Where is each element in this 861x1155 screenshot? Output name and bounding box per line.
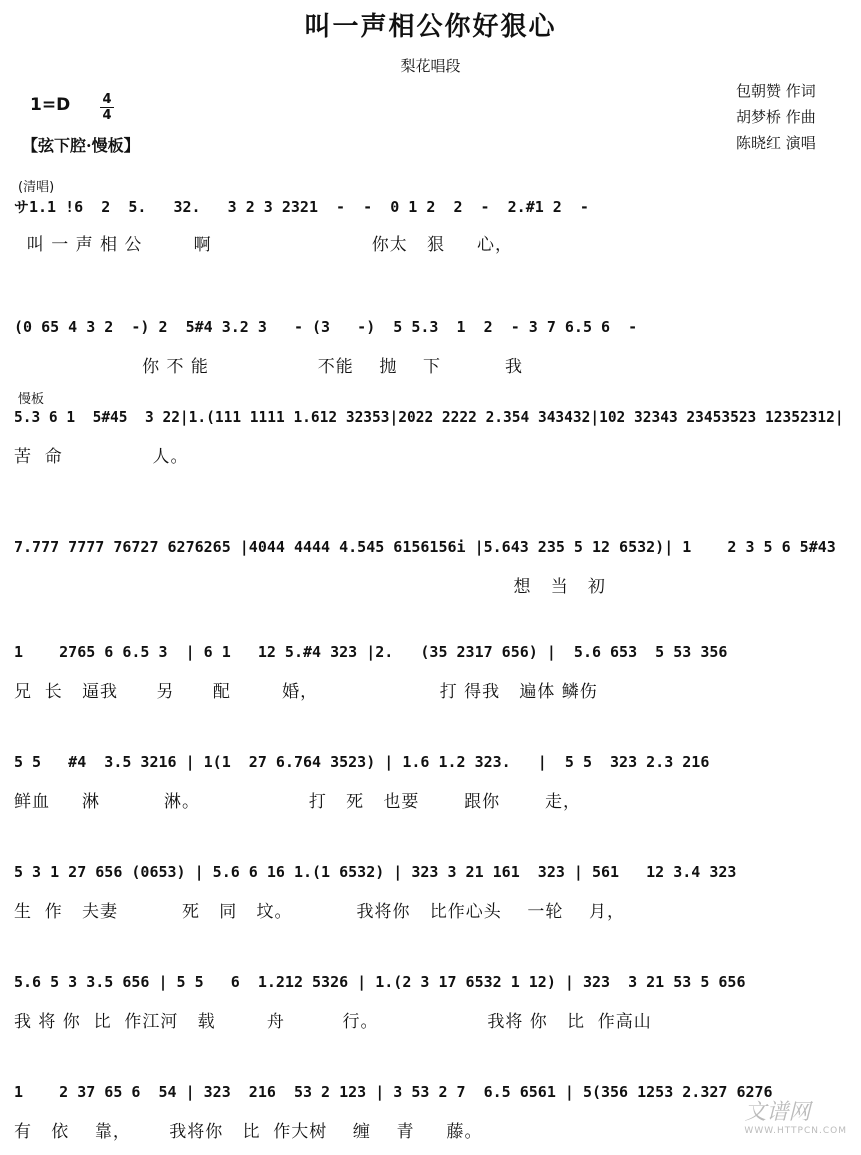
subtitle: 梨花唱段 [400,57,461,75]
lyrics-line: 我 将 你 比 作江河 载 舟 行。 我将 你 比 作高山 [14,1012,652,1032]
score-system [0,845,861,935]
watermark-url: WWW.HTTPCN.COM [744,1126,847,1136]
score-system [0,955,861,1045]
score-system [0,178,861,268]
meter-top: 4 [102,92,112,107]
notation-line: 5 5 #4 3.5 3216 | 1(1 27 6.764 3523) | 1.6 1.2 323. | 5 5 323 2.3 216 [14,753,710,771]
singer-credit: 陈晓红 演唱 [736,134,816,152]
watermark-brand: 文谱网 [744,1100,811,1125]
composer-credit: 胡梦桥 作曲 [736,108,816,126]
score-system [0,390,861,480]
notation-line: 5.6 5 3 3.5 656 | 5 5 6 1.212 5326 | 1.(2 3 17 6532 1 12) | 323 3 21 53 5 656 [14,973,746,991]
lyrics-line: 生 作 夫妻 死 同 坟。 我将你 比作心头 一轮 月， [14,902,625,922]
credits [736,78,816,156]
key-signature: 1=D [30,95,71,115]
lyrics-line: 有 依 靠， 我将你 比 作大树 缠 青 藤。 [14,1122,483,1142]
lyrics-line: 叫 一 声 相 公 啊 你太 狠 心， [14,235,513,255]
notation-line: 5 3 1 27 656 (0653) | 5.6 6 16 1.(1 6532) | 323 3 21 161 323 | 561 12 3.4 323 [14,863,737,881]
meter-bottom: 4 [102,108,112,123]
system-marking: 慢板 [18,392,45,407]
score-system [0,520,861,610]
lyrics-line: 兄 长 逼我 另 配 婚， 打 得我 遍体 鳞伤 [14,682,598,702]
time-signature [100,92,114,123]
notation-line: 1 2 37 65 6 54 | 323 216 53 2 123 | 3 53 2 7 6.5 6561 | 5(356 1253 2.327 6276 [14,1083,773,1101]
lyrics-line: 鲜血 淋 淋。 打 死 也要 跟你 走， [14,792,581,812]
lyrics-line: 想 当 初 [14,577,606,597]
lyrics-line: 苦 命 人。 [14,447,189,467]
watermark [744,1095,847,1136]
page-title: 叫一声相公你好狠心 [304,12,557,42]
notation-line: 1 2765 6 6.5 3 | 6 1 12 5.#4 323 |2. (35 2317 656) | 5.6 653 5 53 356 [14,643,728,661]
system-marking: (清唱) [18,180,55,195]
score-system [0,1065,861,1155]
notation-line: 5.3 6 1 5#45 3 22|1.(111 1111 1.612 32353|2022 2222 2.354 343432|102 32343 23453523 12352312| [14,408,844,426]
notation-line: 7.777 7777 76727 6276265 |4044 4444 4.545 6156156i |5.643 235 5 12 6532)| 1 2 3 5 6 5#43 [14,538,836,556]
notation-line: (0 65 4 3 2 -) 2 5#4 3.2 3 - (3 -) 5 5.3 1 2 - 3 7 6.5 6 - [14,318,638,336]
notation-line: サ1.1 !6 2 5. 32. 3 2 3 2321 - - 0 1 2 2 - 2.#1 2 - [14,198,589,216]
lyrics-line: 你 不 能 不能 抛 下 我 [14,357,524,377]
score-system [0,735,861,825]
score-system [0,300,861,390]
score-system [0,625,861,715]
tempo-style-tag: 【弦下腔·慢板】 [22,136,140,155]
lyricist-credit: 包朝赞 作词 [736,82,816,100]
